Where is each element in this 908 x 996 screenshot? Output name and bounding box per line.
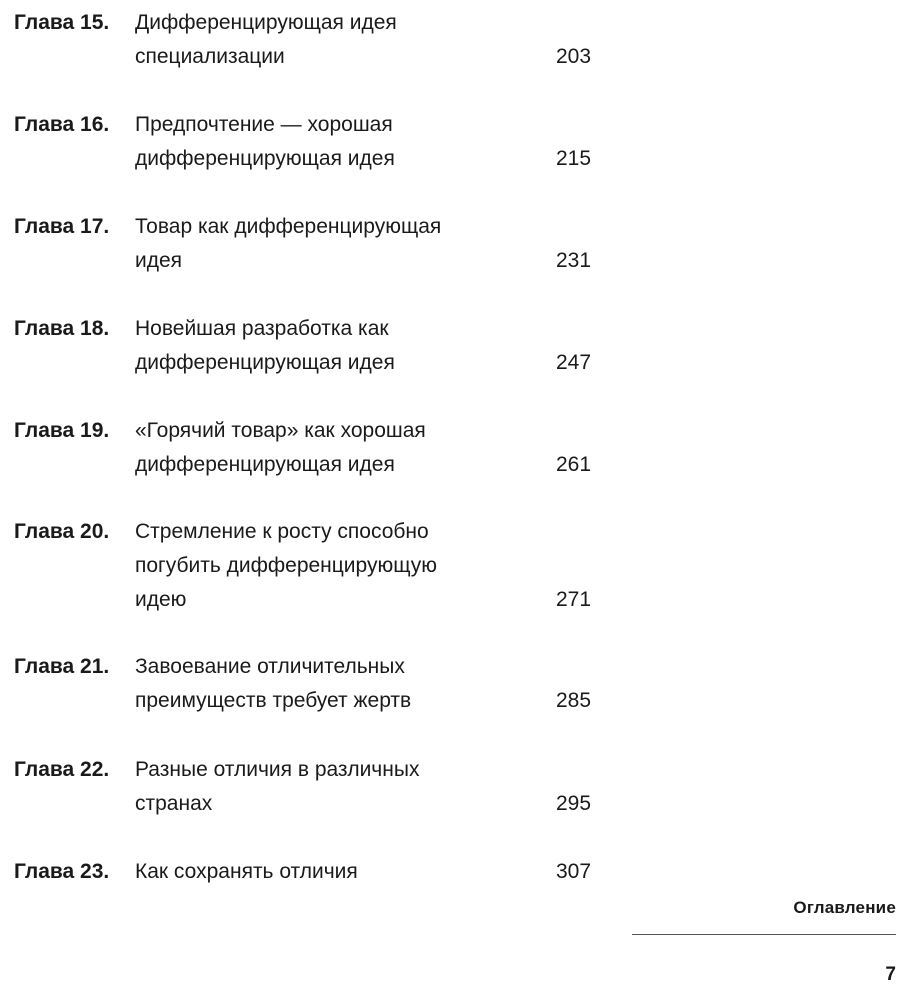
chapter-title-line: дифференцирующая идея [135,453,395,476]
chapter-page-number: 295 [556,792,592,815]
chapter-page-number: 271 [556,588,592,611]
chapter-page-number: 261 [556,453,592,476]
chapter-title [135,650,535,718]
chapter-title-line: Завоевание отличительных [135,655,405,678]
chapter-title-line: Предпочтение — хорошая [135,113,393,136]
chapter-label: Глава 23. [14,860,110,883]
chapter-page-number: 247 [556,351,592,374]
chapter-title [135,312,535,380]
chapter-page-number: 231 [556,249,592,272]
chapter-title [135,6,535,74]
chapter-title [135,855,535,889]
chapter-title-line: преимуществ требует жертв [135,689,412,712]
chapter-title-line: Новейшая разработка как [135,317,389,340]
chapter-page-number: 307 [556,860,592,883]
chapter-title-line: Товар как дифференцирующая [135,215,442,238]
chapter-title-line: дифференцирующая идея [135,147,395,170]
chapter-title-line: специализации [135,45,285,68]
chapter-label: Глава 20. [14,520,110,543]
chapter-title-line: Стремление к росту способно [135,520,429,543]
header-rule [632,934,896,935]
chapter-title [135,210,535,278]
chapter-label: Глава 19. [14,419,110,442]
chapter-page-number: 203 [556,45,592,68]
chapter-label: Глава 22. [14,758,110,781]
chapter-title-line: странах [135,792,213,815]
running-head: Оглавление [793,898,896,917]
chapter-title-line: дифференцирующая идея [135,351,395,374]
chapter-label: Глава 16. [14,113,110,136]
chapter-title [135,515,535,617]
chapter-label: Глава 15. [14,11,110,34]
chapter-title [135,753,535,821]
chapter-title-line: Разные отличия в различных [135,758,420,781]
chapter-title-line: Как сохранять отличия [135,860,358,883]
chapter-title [135,414,535,482]
chapter-page-number: 215 [556,147,592,170]
chapter-page-number: 285 [556,689,592,712]
page-number: 7 [885,964,896,985]
chapter-title-line: «Горячий товар» как хорошая [135,419,426,442]
chapter-title-line: погубить дифференцирующую [135,554,437,577]
chapter-label: Глава 21. [14,655,110,678]
chapter-title-line: идея [135,249,183,272]
chapter-title [135,108,535,176]
chapter-label: Глава 18. [14,317,110,340]
chapter-title-line: Дифференцирующая идея [135,11,397,34]
chapter-label: Глава 17. [14,215,110,238]
chapter-title-line: идею [135,588,187,611]
